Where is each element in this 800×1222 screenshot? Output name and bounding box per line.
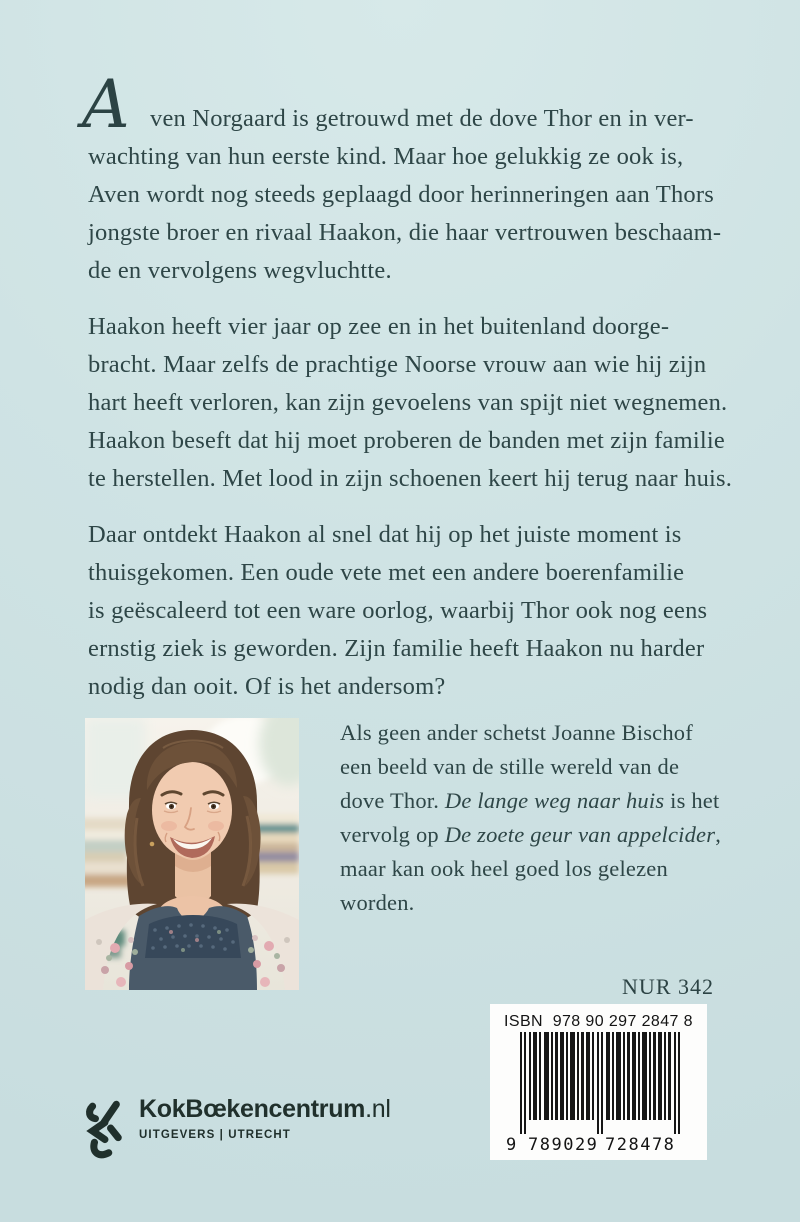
synopsis [82,66,748,706]
publisher-mark-icon [84,1099,122,1161]
publisher-text [139,1096,391,1141]
synopsis-paragraph-3 [88,516,748,706]
text-line-content: worden. [340,890,415,915]
author-note [340,716,740,920]
isbn-barcode [490,1004,707,1160]
text-line [340,716,740,750]
text-line: Haakon beseft dat hij moet proberen de banden met zijn familie [88,427,725,454]
italic-title: De lange weg naar huis [444,788,665,813]
text-line: jongste broer en rivaal Haakon, die haar vertrouwen beschaam- [88,219,722,246]
text-line: vervolg op De zoete geur van appelcider, [340,822,722,847]
text-line-content: Als geen ander schetst Joanne Bischof [340,720,693,745]
author-portrait-illustration [85,718,299,990]
text-line [340,750,740,784]
publisher-tagline: UITGEVERS | UTRECHT [139,1128,291,1141]
text-line: hart heeft verloren, kan zijn gevoelens van spijt niet wegnemen. [88,389,728,416]
text-line: dove Thor. De lange weg naar huis is het [340,788,720,813]
synopsis-paragraph-1 [82,66,748,290]
isbn-label: ISBN [504,1013,543,1030]
text-line [340,886,740,920]
publisher-domain-suffix: .nl [365,1095,391,1123]
text-line: is geëscaleerd tot een ware oorlog, waarbij Thor ook nog eens [88,597,708,624]
author-photo [85,718,299,990]
ean-digit-group: 728478 [604,1135,675,1154]
text-line [82,66,748,143]
text-line: de en vervolgens wegvluchtte. [88,257,392,284]
ean-digit-group: 9 [505,1135,518,1154]
text-line: Haakon heeft vier jaar op zee en in het buitenland doorge- [88,313,670,340]
text-line-content: ven Norgaard is getrouwd met de dove Thor en in ver- [150,105,694,132]
text-line: Daar ontdekt Haakon al snel dat hij op het juiste moment is [88,521,682,548]
nur-code: NUR 342 [622,974,714,999]
text-line-content: maar kan ook heel goed los gelezen [340,856,668,881]
text-line: bracht. Maar zelfs de prachtige Noorse vrouw aan wie hij zijn [88,351,707,378]
synopsis-paragraph-2 [88,308,748,498]
text-line [340,852,740,886]
publisher-name: KokBœkencentrum.nl [139,1095,391,1123]
ean-digit-group: 789029 [527,1135,598,1154]
text-line: nodig dan ooit. Of is het andersom? [88,673,446,700]
text-line: thuisgekomen. Een oude vete met een andere boerenfamilie [88,559,685,586]
isbn-text [490,1013,707,1031]
publisher-logo [84,1096,391,1161]
text-line: Aven wordt nog steeds geplaagd door herinneringen aan Thors [88,181,714,208]
isbn-number: 978 90 297 2847 8 [552,1013,693,1030]
barcode-bars [504,1032,694,1154]
text-line: te herstellen. Met lood in zijn schoenen keert hij terug naar huis. [88,465,733,492]
italic-title: De zoete geur van appelcider [444,822,716,847]
text-line-content: dove Thor. [340,788,445,813]
text-line-content: vervolg op [340,822,445,847]
text-line: wachting van hun eerste kind. Maar hoe gelukkig ze ook is, [88,143,684,170]
text-line-content: een beeld van de stille wereld van de [340,754,680,779]
drop-cap: A [82,66,130,143]
text-line: ernstig ziek is geworden. Zijn familie heeft Haakon nu harder [88,635,705,662]
